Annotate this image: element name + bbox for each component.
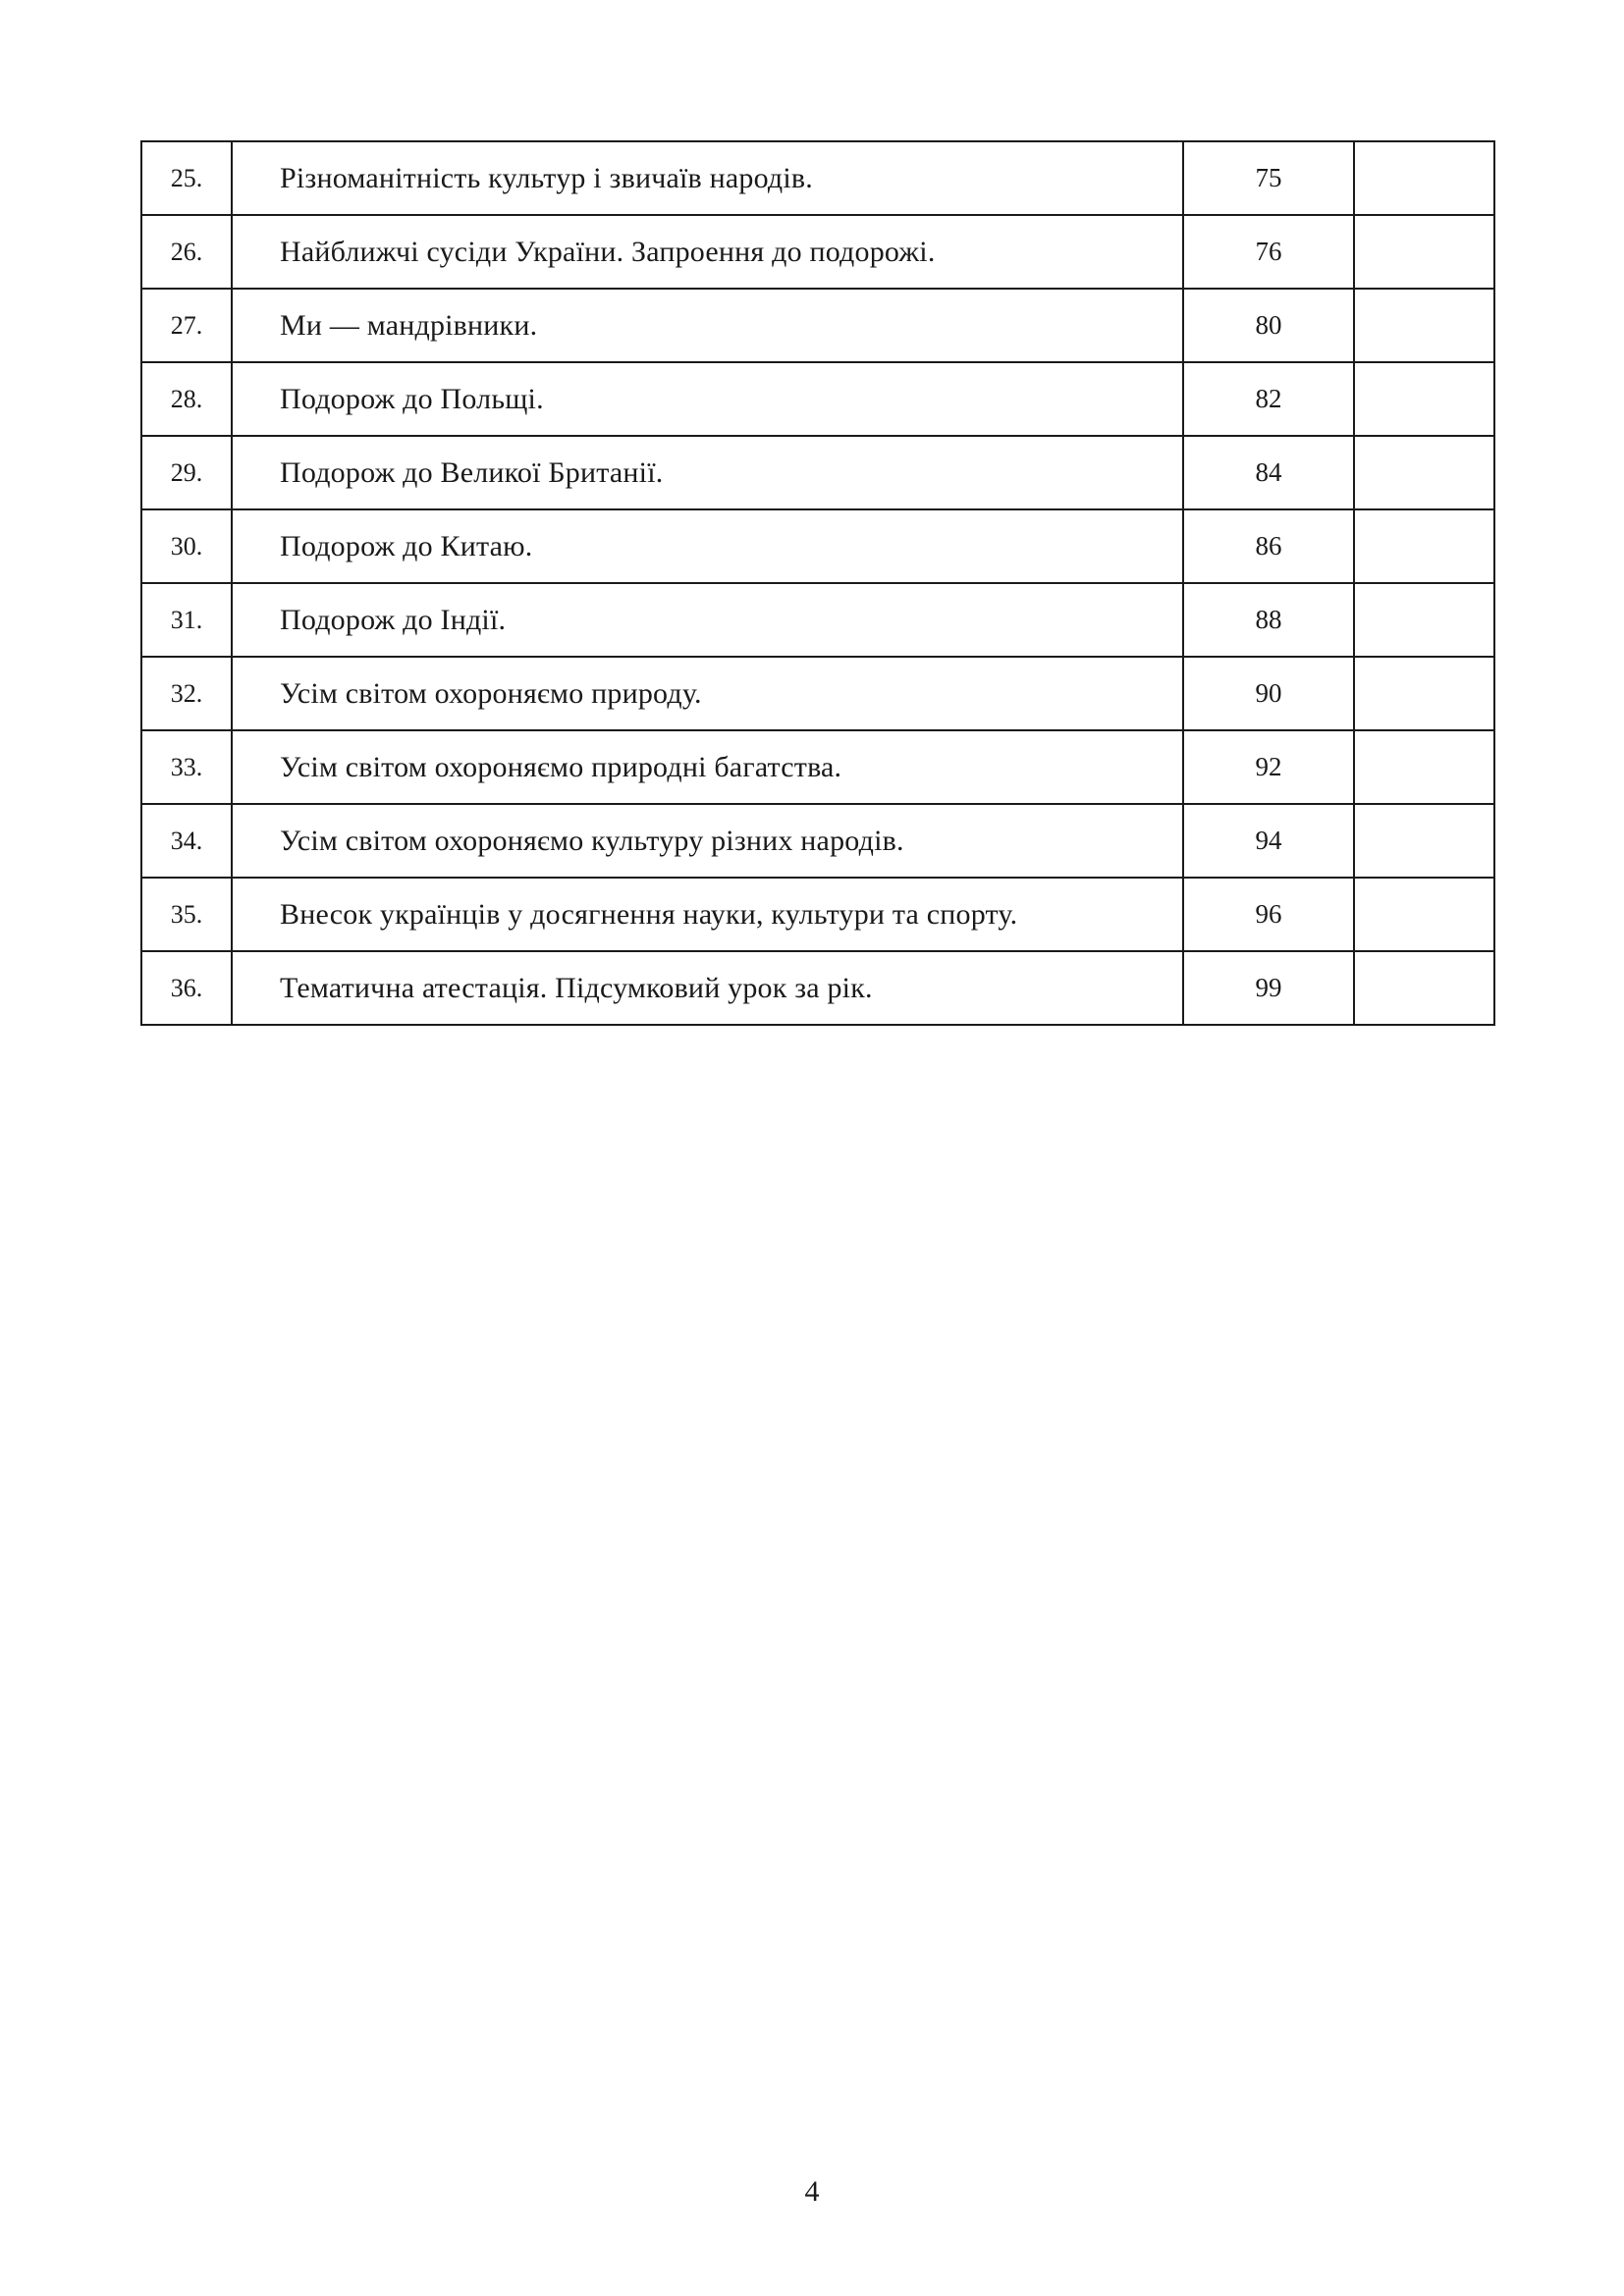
lesson-page: 86: [1183, 509, 1354, 583]
table-row: [141, 362, 1494, 436]
empty-cell: [1354, 215, 1494, 289]
lesson-page: 82: [1183, 362, 1354, 436]
table-row: [141, 951, 1494, 1025]
table-row: [141, 141, 1494, 215]
lesson-number: 34.: [141, 804, 232, 878]
lesson-page: 84: [1183, 436, 1354, 509]
lesson-title: Найближчі сусіди України. Запроення до подорожі.: [232, 215, 1183, 289]
lesson-number: 31.: [141, 583, 232, 657]
empty-cell: [1354, 583, 1494, 657]
empty-cell: [1354, 436, 1494, 509]
lesson-title: Внесок українців у досягнення науки, культури та спорту.: [232, 878, 1183, 951]
lesson-page: 99: [1183, 951, 1354, 1025]
lesson-page: 75: [1183, 141, 1354, 215]
lesson-number: 36.: [141, 951, 232, 1025]
lesson-title: Подорож до Великої Британії.: [232, 436, 1183, 509]
lesson-number: 25.: [141, 141, 232, 215]
page-number: 4: [804, 2175, 820, 2208]
empty-cell: [1354, 141, 1494, 215]
lesson-number: 32.: [141, 657, 232, 730]
table-row: [141, 657, 1494, 730]
table-row: [141, 509, 1494, 583]
table-row: [141, 436, 1494, 509]
lesson-page: 76: [1183, 215, 1354, 289]
empty-cell: [1354, 804, 1494, 878]
lesson-title: Тематична атестація. Підсумковий урок за рік.: [232, 951, 1183, 1025]
lesson-page: 80: [1183, 289, 1354, 362]
lesson-number: 35.: [141, 878, 232, 951]
table-row: [141, 878, 1494, 951]
empty-cell: [1354, 730, 1494, 804]
lesson-page: 96: [1183, 878, 1354, 951]
lesson-number: 27.: [141, 289, 232, 362]
table-row: [141, 289, 1494, 362]
lesson-title: Різноманітність культур і звичаїв народів.: [232, 141, 1183, 215]
lesson-title: Подорож до Індії.: [232, 583, 1183, 657]
lesson-title: Усім світом охороняємо природу.: [232, 657, 1183, 730]
lesson-page: 92: [1183, 730, 1354, 804]
lesson-title: Ми — мандрівники.: [232, 289, 1183, 362]
lesson-title: Подорож до Китаю.: [232, 509, 1183, 583]
empty-cell: [1354, 878, 1494, 951]
lesson-table-body: [141, 141, 1494, 1025]
table-row: [141, 215, 1494, 289]
empty-cell: [1354, 509, 1494, 583]
empty-cell: [1354, 951, 1494, 1025]
lesson-page: 94: [1183, 804, 1354, 878]
lesson-number: 30.: [141, 509, 232, 583]
lesson-title: Подорож до Польщі.: [232, 362, 1183, 436]
lesson-table: [140, 140, 1495, 1026]
table-row: [141, 583, 1494, 657]
lesson-number: 28.: [141, 362, 232, 436]
lesson-page: 88: [1183, 583, 1354, 657]
lesson-title: Усім світом охороняємо природні багатства.: [232, 730, 1183, 804]
empty-cell: [1354, 362, 1494, 436]
lesson-page: 90: [1183, 657, 1354, 730]
lesson-number: 26.: [141, 215, 232, 289]
empty-cell: [1354, 657, 1494, 730]
lesson-number: 33.: [141, 730, 232, 804]
table-row: [141, 730, 1494, 804]
lesson-number: 29.: [141, 436, 232, 509]
lesson-title: Усім світом охороняємо культуру різних народів.: [232, 804, 1183, 878]
empty-cell: [1354, 289, 1494, 362]
table-row: [141, 804, 1494, 878]
